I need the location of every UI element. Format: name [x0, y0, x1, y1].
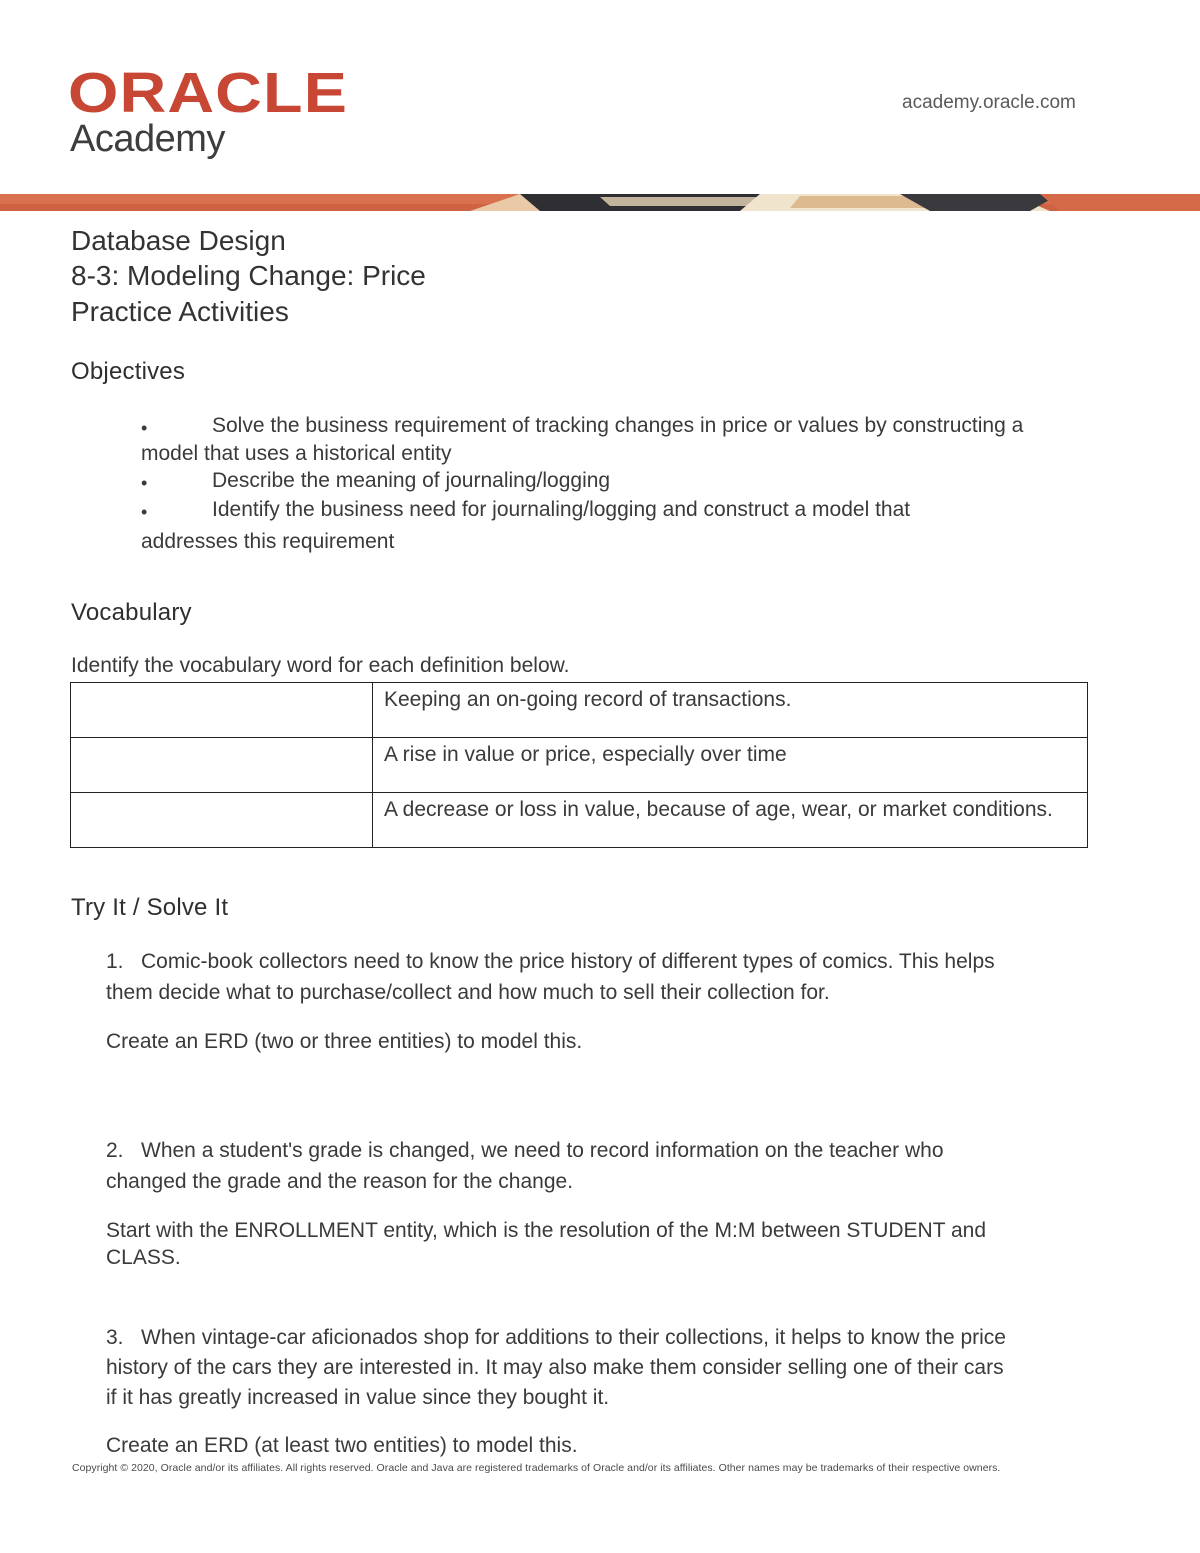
objectives-heading: Objectives: [71, 358, 186, 385]
lesson-title: 8-3: Modeling Change: Price: [71, 260, 426, 291]
term-cell[interactable]: [71, 793, 373, 848]
question-number: 2.: [106, 1139, 124, 1162]
question-2-text-continued: changed the grade and the reason for the change.: [106, 1170, 574, 1193]
definition-cell: A decrease or loss in value, because of age, wear, or market conditions.: [373, 793, 1088, 848]
question-1-task: Create an ERD (two or three entities) to model this.: [106, 1030, 583, 1053]
question-2-text: When a student's grade is changed, we need to record information on the teacher who: [141, 1139, 944, 1162]
question-1-text-continued: them decide what to purchase/collect and how much to sell their collection for.: [106, 981, 830, 1004]
question-1-text: Comic-book collectors need to know the price history of different types of comics. This helps: [141, 950, 995, 973]
question-2-task: Start with the ENROLLMENT entity, which is the resolution of the M:M between STUDENT and: [106, 1219, 987, 1242]
header-banner: [0, 194, 1200, 211]
question-3-text-continued: if it has greatly increased in value since they bought it.: [106, 1386, 610, 1409]
site-url: academy.oracle.com: [902, 92, 1076, 113]
question-3-text: When vintage-car aficionados shop for additions to their collections, it helps to know the price: [141, 1326, 1006, 1349]
vocabulary-instructions: Identify the vocabulary word for each definition below.: [71, 654, 570, 677]
definition-cell: Keeping an on-going record of transactions.: [373, 683, 1088, 738]
oracle-logo: [68, 62, 350, 120]
objective-item-continued: addresses this requirement: [141, 530, 395, 553]
definition-cell: A rise in value or price, especially over time: [373, 738, 1088, 793]
question-number: 3.: [106, 1326, 124, 1349]
bullet: •: [141, 418, 148, 438]
bullet: •: [141, 473, 148, 493]
try-it-heading: Try It / Solve It: [71, 894, 229, 921]
term-cell[interactable]: [71, 683, 373, 738]
term-cell[interactable]: [71, 738, 373, 793]
table-row: [71, 738, 1088, 793]
activity-type: Practice Activities: [71, 296, 289, 327]
question-3-task: Create an ERD (at least two entities) to model this.: [106, 1434, 578, 1457]
bullet: •: [141, 502, 148, 522]
objective-item: Identify the business need for journaling/logging and construct a model that: [212, 498, 911, 521]
objective-item: Describe the meaning of journaling/logging: [212, 469, 611, 492]
svg-text:ORACLE: ORACLE: [68, 62, 348, 120]
table-row: [71, 793, 1088, 848]
question-number: 1.: [106, 950, 124, 973]
course-title: Database Design: [71, 225, 286, 256]
question-2-task-continued: CLASS.: [106, 1246, 181, 1269]
objective-item: Solve the business requirement of tracking changes in price or values by constructing a: [212, 414, 1024, 437]
copyright-footer: Copyright © 2020, Oracle and/or its affiliates. All rights reserved. Oracle and Java are registered trademarks of Oracle and/or its affiliates. Other names may be trademarks of their respective owners.: [72, 1462, 1001, 1474]
vocabulary-table: [70, 682, 1088, 848]
objective-item-continued: model that uses a historical entity: [141, 442, 452, 465]
table-row: [71, 683, 1088, 738]
vocabulary-heading: Vocabulary: [71, 599, 192, 626]
logo-subtitle: Academy: [70, 118, 225, 160]
question-3-text-continued: history of the cars they are interested in. It may also make them consider selling one of their cars: [106, 1356, 1004, 1379]
